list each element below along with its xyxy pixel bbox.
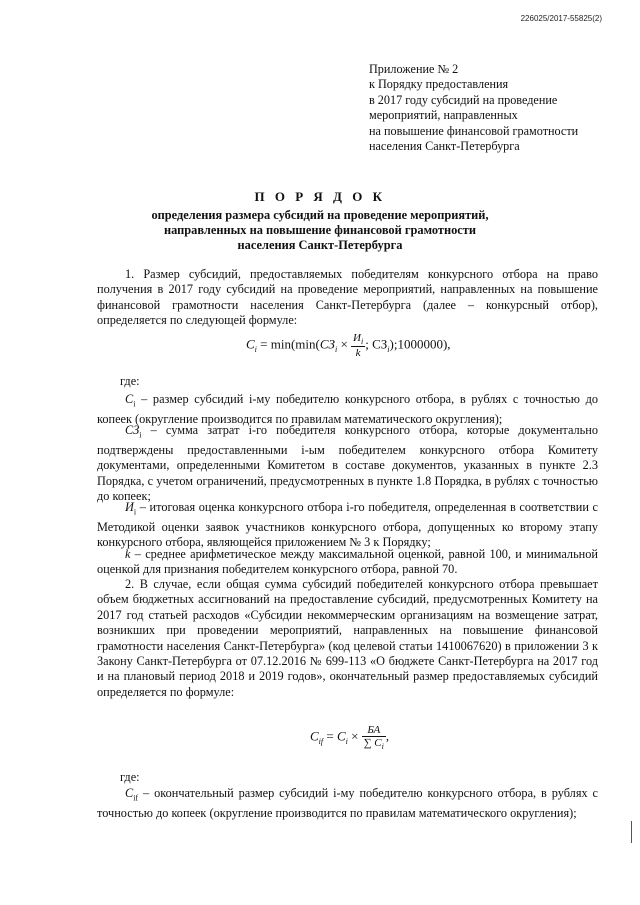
- definition-ci: $C_i$ – размер субсидий i-му победителю конкурсного отбора, в рублях с точностью до копеек (округление производится по правилам математического округления);: [97, 392, 598, 426]
- paragraph-1: 1. Размер субсидий, предоставляемых победителям конкурсного отбора на право получения в 2017 году субсидий на проведение мероприятий, направленных на повышение финансовой грамотности населения Санкт-Петербурга (далее – конкурсный отбор), определяется по следующей формуле:: [97, 267, 598, 328]
- appendix-line: мероприятий, направленных: [369, 108, 518, 123]
- symbol-ii: И: [125, 500, 134, 514]
- document-id: 226025/2017-55825(2): [520, 14, 602, 23]
- appendix-line: Приложение № 2: [369, 62, 459, 76]
- formula-final-subsidy: $C_{if} = C_i$ × $\frac{БА}{\sum C_i}$ ,: [310, 724, 390, 752]
- symbol-ci: C: [125, 392, 134, 406]
- where-label: где:: [120, 770, 140, 784]
- document-title: [60, 189, 580, 253]
- symbol-k: k: [125, 547, 131, 561]
- paragraph-2: 2. В случае, если общая сумма субсидий победителей конкурсного отбора превышает объем бюджетных ассигнований на предоставление субсидий, предусмотренных Комитету на 2017 год статьей расходов «Субсидии некоммерческим организациям на возмещение затрат, возникших при проведении мероприятий, направленных на повышение финансовой грамотности населения Санкт-Петербурга» (код целевой статьи 1410067620) в приложении 3 к Закону Санкт-Петербурга от 07.12.2016 № 699-113 «О бюджете Санкт-Петербурга на 2017 год и на плановый период 2018 и 2019 годов», окончательный размер предоставляемых субсидий определяется по формуле:: [97, 577, 598, 699]
- where-label: где:: [120, 374, 140, 388]
- appendix-line: в 2017 году субсидий на проведение: [369, 92, 558, 107]
- formula-subsidy: $C_i = \min(\min(СЗ_i$ × $\frac{И_i}{k}$ ; $СЗ_i);1000000$),: [246, 332, 451, 360]
- title-line: направленных на повышение финансовой грамотности: [163, 223, 477, 237]
- scan-artifact: [631, 821, 632, 843]
- definition-ii: $И_i$ – итоговая оценка конкурсного отбора i-го победителя, определенная в соответствии с Методикой оценки заявок участников конкурсного отбора, допущенных ко второму этапу конкурсного отбора, являющейся приложением № 3 к Порядку;: [97, 500, 598, 550]
- definition-k: k – среднее арифметическое между максимальной оценкой, равной 100, и минимальной оценкой для признания победителем конкурсного отбора, равной 70.: [97, 547, 598, 577]
- appendix-header: [369, 62, 631, 154]
- appendix-line: на повышение финансовой грамотности: [369, 123, 579, 138]
- definition-cif: $C_{if}$ – окончательный размер субсидий i-му победителю конкурсного отбора, в рублях с точностью до копеек (округление производится по правилам математического округления);: [97, 786, 599, 820]
- appendix-line: населения Санкт-Петербурга: [369, 139, 520, 154]
- appendix-line: к Порядку предоставления: [369, 77, 509, 92]
- title-main: П О Р Я Д О К: [254, 189, 386, 204]
- title-line: определения размера субсидий на проведение мероприятий,: [151, 208, 489, 222]
- symbol-c3i: СЗ: [125, 423, 140, 437]
- symbol-cif: C: [125, 786, 134, 800]
- title-line: населения Санкт-Петербурга: [237, 238, 403, 252]
- definition-c3i: $СЗ_i$ – сумма затрат i-го победителя конкурсного отбора, которые документально подтверждены предоставленными i-ым победителем конкурсного отбора Комитету документами, определенными Комитетом в составе документов, указанных в пункте 2.3 Порядка, с учетом ограничений, предусмотренных в пункте 1.8 Порядка, в рублях с точностью до копеек;: [97, 423, 598, 504]
